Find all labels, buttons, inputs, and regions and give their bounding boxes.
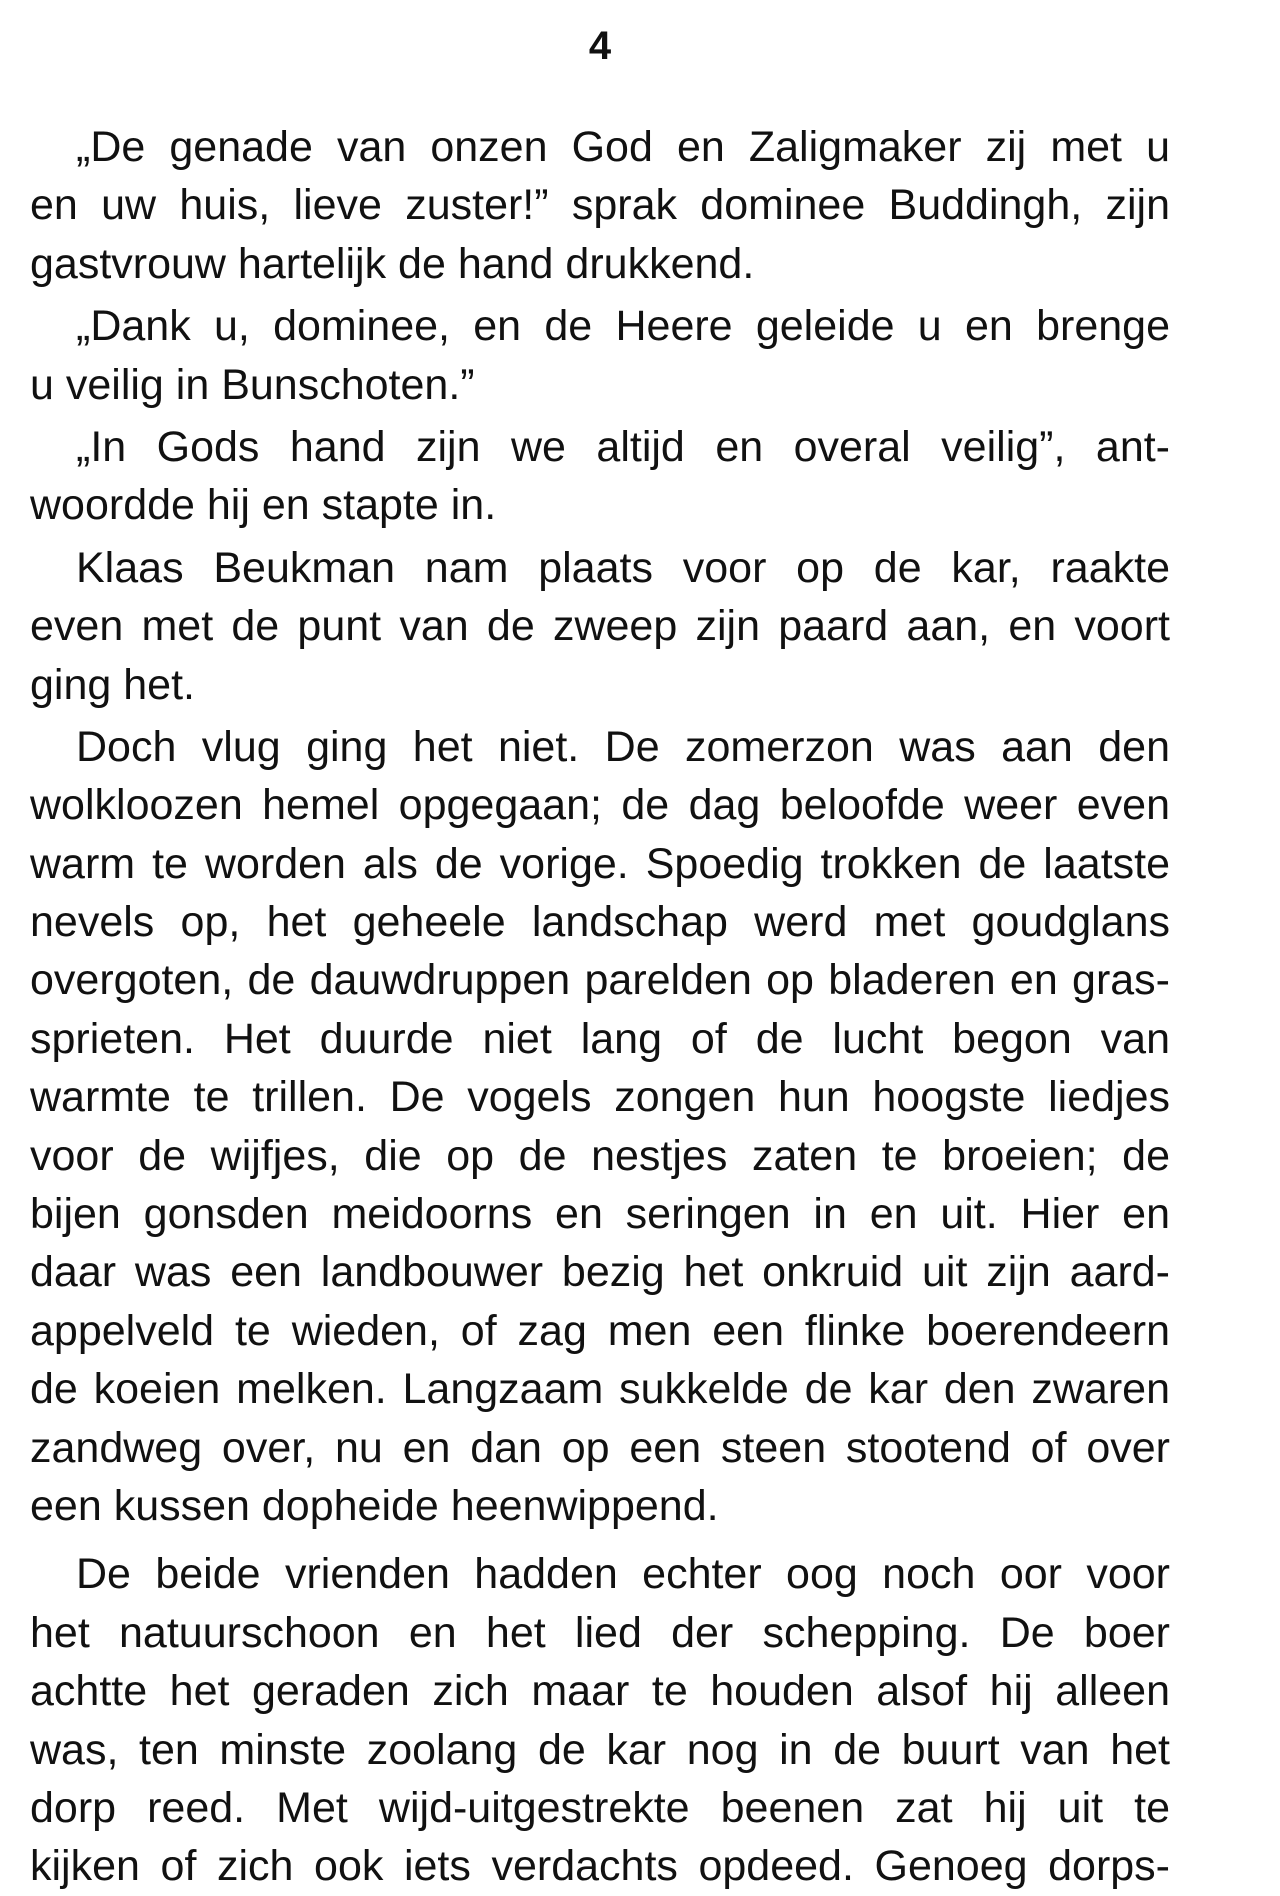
text-line: dorp reed. Met wijd-uitgestrekte beenen zat hij uit te <box>30 1783 1170 1832</box>
text-line: warm te worden als de vorige. Spoedig trokken de laatste <box>30 839 1170 888</box>
text-line: daar was een landbouwer bezig het onkruid uit zijn aard- <box>30 1248 1170 1297</box>
text-line: bijen gonsden meidoorns en seringen in en uit. Hier en <box>30 1190 1170 1239</box>
text-line: woordde hij en stapte in. <box>30 481 497 530</box>
text-line: sprieten. Het duurde niet lang of de lucht begon van <box>30 1014 1170 1063</box>
text-line: De beide vrienden hadden echter oog noch oor voor <box>76 1550 1170 1599</box>
text-line: even met de punt van de zweep zijn paard aan, en voort <box>30 602 1170 651</box>
text-line: Doch vlug ging het niet. De zomerzon was aan den <box>76 722 1170 771</box>
text-line: was, ten minste zoolang de kar nog in de buurt van het <box>30 1725 1170 1774</box>
text-line: u veilig in Bunschoten.” <box>30 360 475 409</box>
text-line: voor de wijfjes, die op de nestjes zaten te broeien; de <box>30 1131 1170 1180</box>
text-line: en uw huis, lieve zuster!” sprak dominee Buddingh, zijn <box>30 181 1170 230</box>
text-line: Klaas Beukman nam plaats voor op de kar, raakte <box>76 543 1170 592</box>
text-line: de koeien melken. Langzaam sukkelde de kar den zwaren <box>30 1365 1170 1414</box>
text-line: een kussen dopheide heenwippend. <box>30 1481 719 1530</box>
text-line: appelveld te wieden, of zag men een flinke boerendeern <box>30 1306 1170 1355</box>
text-line: „In Gods hand zijn we altijd en overal veilig”, ant- <box>76 422 1170 471</box>
text-line: warmte te trillen. De vogels zongen hun hoogste liedjes <box>30 1073 1170 1122</box>
body-text <box>30 118 1170 1896</box>
text-line: „De genade van onzen God en Zaligmaker zij met u <box>76 123 1170 171</box>
text-line: wolkloozen hemel opgegaan; de dag beloofde weer even <box>30 781 1170 830</box>
text-line: achtte het geraden zich maar te houden alsof hij alleen <box>30 1667 1170 1716</box>
text-line: kijken of zich ook iets verdachts opdeed. Genoeg dorps- <box>30 1842 1170 1891</box>
text-line: „Dank u, dominee, en de Heere geleide u en brenge <box>76 302 1170 351</box>
text-line: ging het. <box>30 660 195 709</box>
text-line: gastvrouw hartelijk de hand drukkend. <box>30 239 755 288</box>
text-line: overgoten, de dauwdruppen parelden op bladeren en gras- <box>30 956 1170 1005</box>
page-number: 4 <box>588 24 612 68</box>
text-line: het natuurschoon en het lied der schepping. De boer <box>30 1608 1170 1657</box>
text-line: zandweg over, nu en dan op een steen stootend of over <box>30 1423 1170 1472</box>
text-line: nevels op, het geheele landschap werd met goudglans <box>30 898 1170 947</box>
